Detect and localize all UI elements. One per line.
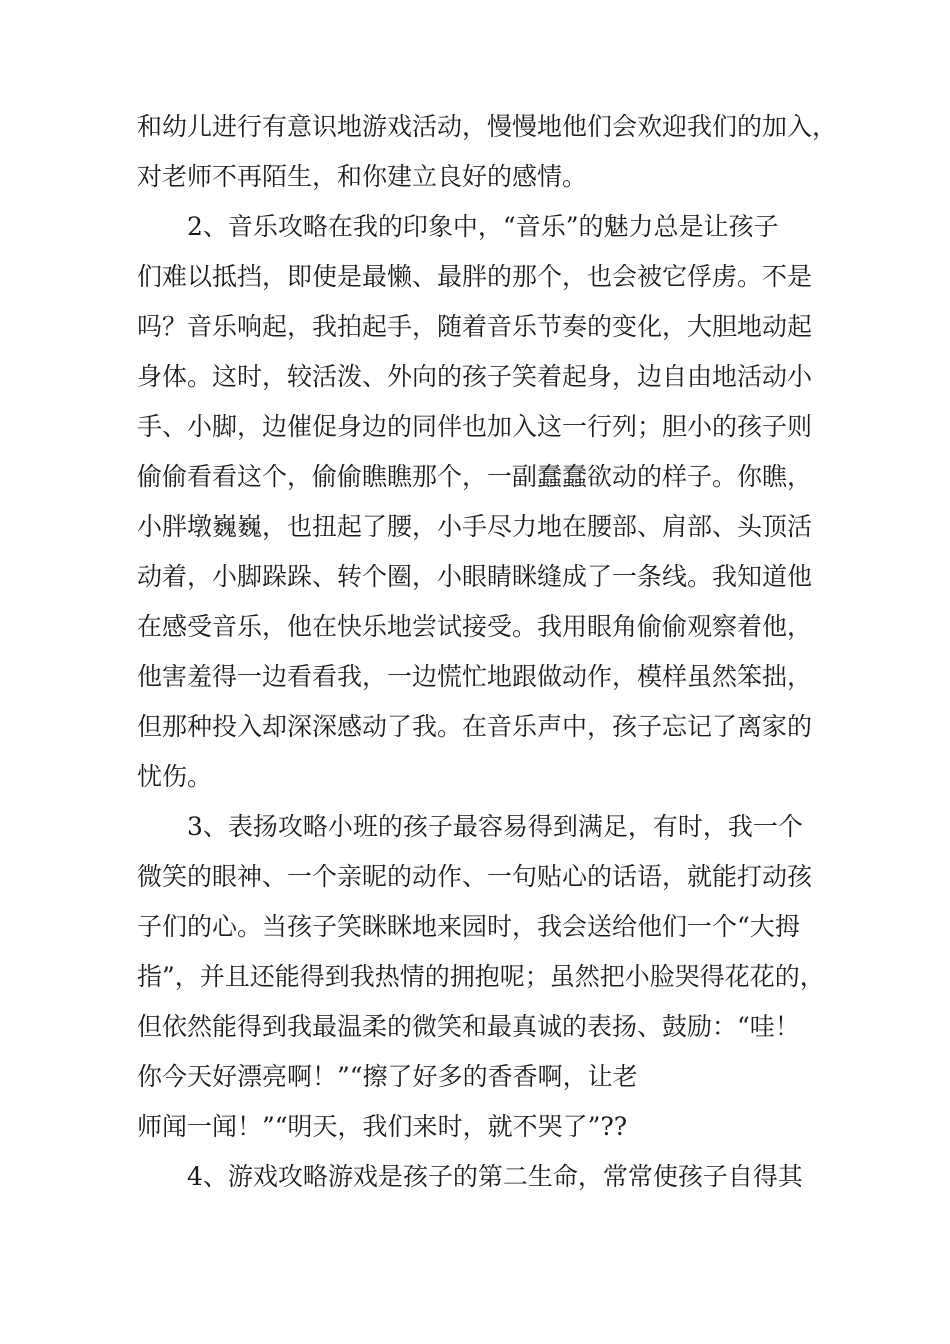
text-line: 指”，并且还能得到我热情的拥抱呢；虽然把小脸哭得花花的， [137,962,825,991]
text-line: 但依然能得到我最温柔的微笑和最真诚的表扬、鼓励：“哇！ [137,1012,800,1041]
text-line: 2、音乐攻略在我的印象中，“音乐”的魅力总是让孩子 [187,212,779,241]
text-line: 师闻一闻！”“明天，我们来时，就不哭了”?? [137,1112,628,1141]
text-line: 忧伤。 [137,762,213,791]
text-line: 吗？音乐响起，我拍起手，随着音乐节奏的变化，大胆地动起 [137,312,813,341]
text-line: 微笑的眼神、一个亲昵的动作、一句贴心的话语，就能打动孩 [137,862,813,891]
text-line: 4、游戏攻略游戏是孩子的第二生命，常常使孩子自得其 [187,1162,803,1191]
text-line: 在感受音乐，他在快乐地尝试接受。我用眼角偷偷观察着他， [137,612,813,641]
text-line: 3、表扬攻略小班的孩子最容易得到满足，有时，我一个 [187,812,803,841]
text-line: 他害羞得一边看看我，一边慌忙地跟做动作，模样虽然笨拙， [137,662,813,691]
text-line: 小胖墩巍巍，也扭起了腰，小手尽力地在腰部、肩部、头顶活 [137,512,813,541]
text-line: 动着，小脚跺跺、转个圈，小眼睛眯缝成了一条线。我知道他 [137,562,813,591]
text-line: 但那种投入却深深感动了我。在音乐声中，孩子忘记了离家的 [137,712,813,741]
text-line: 手、小脚，边催促身边的同伴也加入这一行列；胆小的孩子则 [137,412,813,441]
text-line: 子们的心。当孩子笑眯眯地来园时，我会送给他们一个“大拇 [137,912,800,941]
text-line: 偷偷看看这个，偷偷瞧瞧那个，一副蠢蠢欲动的样子。你瞧， [137,462,813,491]
text-line: 和幼儿进行有意识地游戏活动，慢慢地他们会欢迎我们的加入， [137,112,838,141]
text-line: 身体。这时，较活泼、外向的孩子笑着起身，边自由地活动小 [137,362,813,391]
text-line: 们难以抵挡，即使是最懒、最胖的那个，也会被它俘虏。不是 [137,262,813,291]
text-line: 对老师不再陌生，和你建立良好的感情。 [137,162,588,191]
text-line: 你今天好漂亮啊！”“擦了好多的香香啊，让老 [137,1062,638,1091]
body-text [137,102,837,1202]
